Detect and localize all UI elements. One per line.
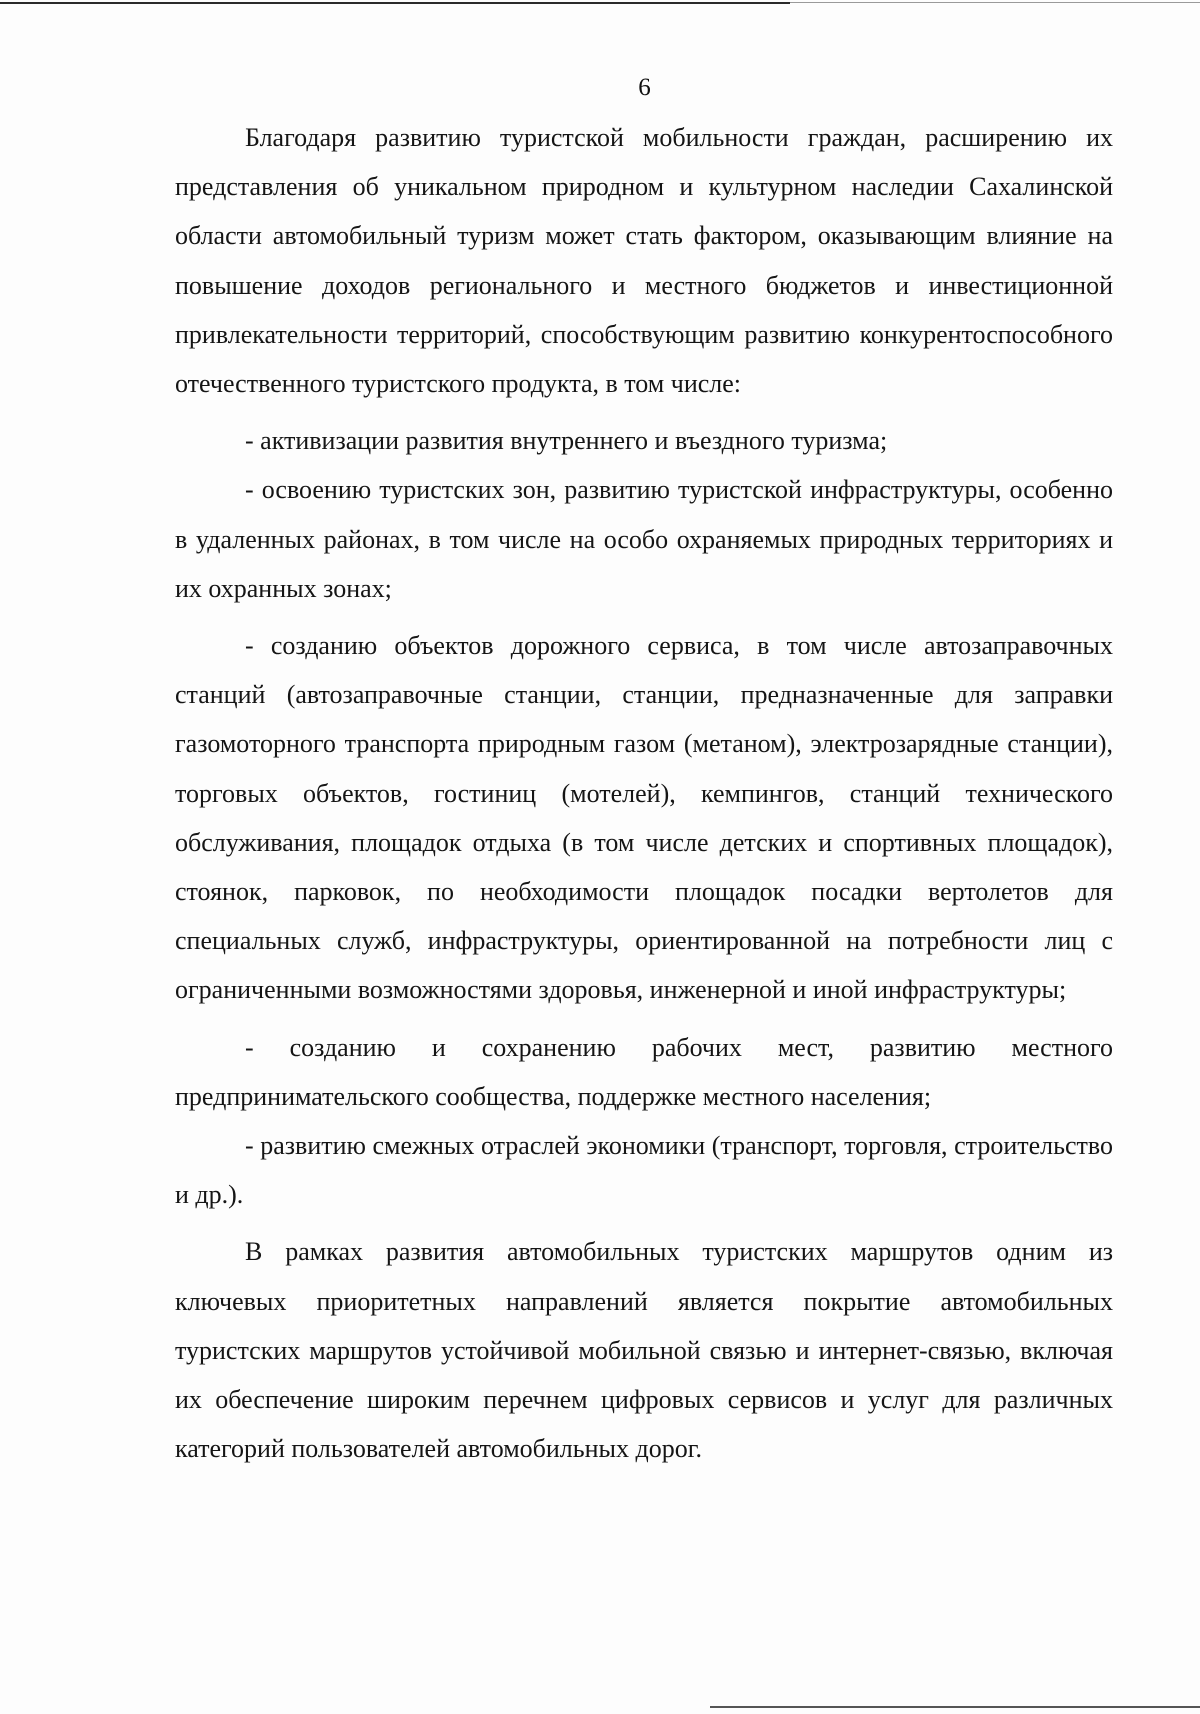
list-item-related-industries: - развитию смежных отраслей экономики (транспорт, торговля, строительство и др.). xyxy=(175,1131,1113,1210)
list-item-tourist-zones: - освоению туристских зон, развитию туристской инфраструктуры, особенно в удаленных районах, в том числе на особо охраняемых природных территориях и их охранных зонах; xyxy=(175,475,1113,603)
list-item-road-service: - созданию объектов дорожного сервиса, в том числе автозаправочных станций (автозаправочные станции, станции, предназначенные для заправки газомоторного транспорта природным газом (метаном), электрозарядные станции), торговых объектов, гостиниц (мотелей), кемпингов, станций технического обслуживания, площадок отдыха (в том числе детских и спортивных площадок), стоянок, парковок, по необходимости площадок посадки вертолетов для специальных служб, инфраструктуры, ориентированной на потребности лиц с ограниченными возможностями здоровья, инженерной и иной инфраструктуры; xyxy=(175,631,1113,1005)
page-number: 6 xyxy=(638,74,651,101)
scan-edge-line-top-right xyxy=(790,2,1200,3)
paragraph-mobile-coverage: В рамках развития автомобильных туристских маршрутов одним из ключевых приоритетных направлений является покрытие автомобильных туристских маршрутов устойчивой мобильной связью и интернет-связью, включая их обеспечение широким перечнем цифровых сервисов и услуг для различных категорий пользователей автомобильных дорог. xyxy=(175,1237,1113,1464)
scan-edge-line-bottom xyxy=(710,1706,1200,1708)
document-body xyxy=(175,113,1113,1473)
list-item-domestic-tourism: - активизации развития внутреннего и въездного туризма; xyxy=(245,426,888,456)
list-item-jobs: - созданию и сохранению рабочих мест, развитию местного предпринимательского сообщества, поддержке местного населения; xyxy=(175,1032,1113,1111)
scan-edge-line-top xyxy=(0,2,790,4)
paragraph-intro: Благодаря развитию туристской мобильности граждан, расширению их представления об уникальном природном и культурном наследии Сахалинской области автомобильный туризм может стать фактором, оказывающим влияние на повышение доходов регионального и местного бюджетов и инвестиционной привлекательности территорий, способствующим развитию конкурентоспособного отечественного туристского продукта, в том числе: xyxy=(175,123,1113,399)
